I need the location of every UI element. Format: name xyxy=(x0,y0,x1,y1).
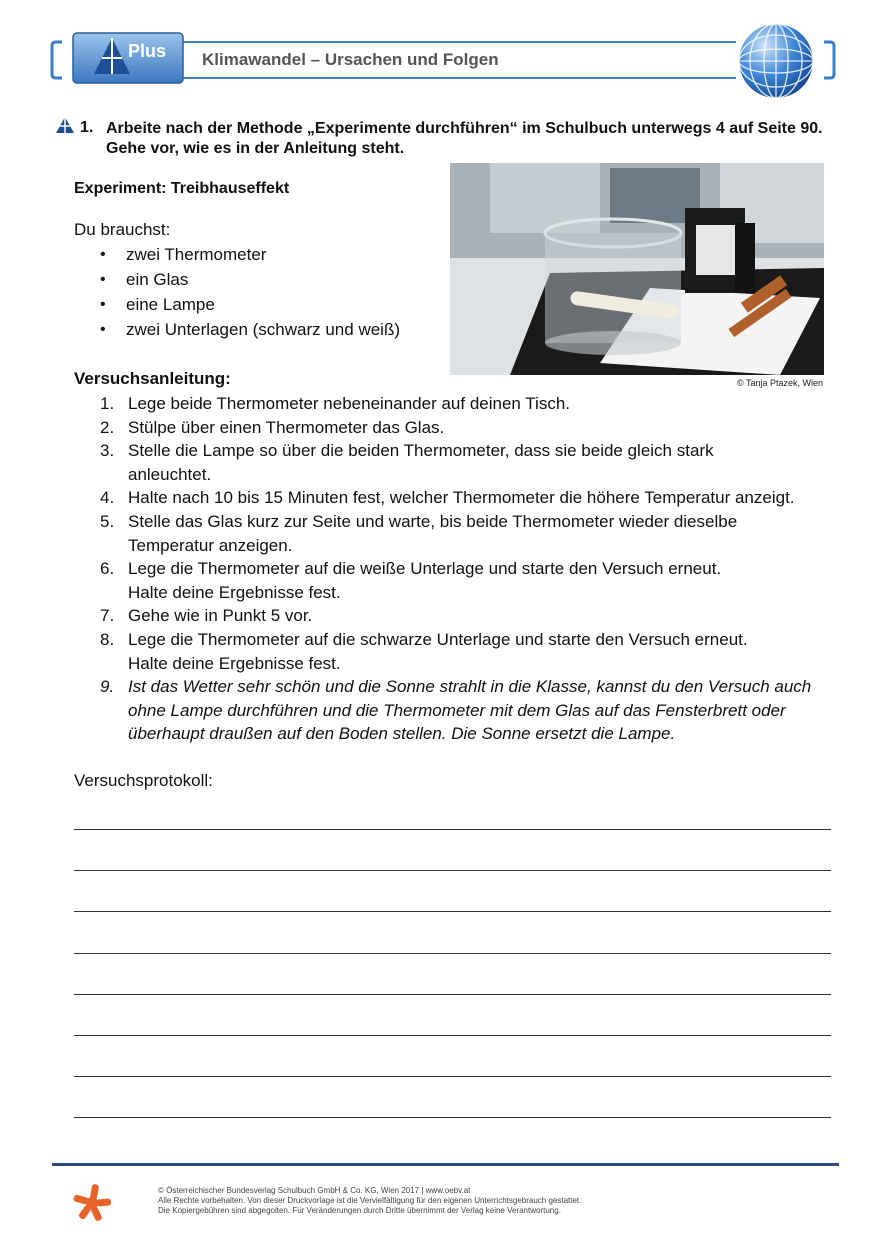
list-item: • eine Lampe xyxy=(100,294,400,319)
footer-line: © Österreichischer Bundesverlag Schulbuch GmbH & Co. KG, Wien 2017 | www.oebv.at xyxy=(158,1186,471,1195)
writing-line[interactable] xyxy=(74,1076,831,1077)
protocol-heading: Versuchsprotokoll: xyxy=(74,771,213,790)
list-item: • ein Glas xyxy=(100,269,400,294)
materials-list xyxy=(100,244,400,344)
list-item: 7. Gehe wie in Punkt 5 vor. xyxy=(100,606,313,626)
page-title: Klimawandel – Ursachen und Folgen xyxy=(202,50,499,69)
list-item: 1. Lege beide Thermometer nebeneinander auf deinen Tisch. xyxy=(100,394,570,413)
experiment-photo xyxy=(450,163,824,375)
footer-divider xyxy=(52,1163,839,1166)
list-item: 4. Halte nach 10 bis 15 Minuten fest, welcher Thermometer die höhere Temperatur anzeigt. xyxy=(100,488,795,508)
instructions-heading: Versuchsanleitung: xyxy=(74,369,231,388)
task-number: 1. xyxy=(80,119,94,136)
footer-line: Die Kopiergebühren sind abgegolten. Für Veränderungen durch Dritte übernimmt der Verlag keine Verantwortung. xyxy=(158,1206,561,1215)
footer-line: Alle Rechte vorbehalten. Von dieser Druckvorlage ist die Vervielfältigung für den eigenen Unterrichtsgebrauch gestattet. xyxy=(158,1196,582,1205)
footer-text xyxy=(158,1186,581,1216)
task-text: Arbeite nach der Methode „Experimente durchführen“ im Schulbuch unterwegs 4 auf Seite 90. Gehe vor, wie es in der Anleitung steht. xyxy=(106,120,823,157)
list-item: • zwei Unterlagen (schwarz und weiß) xyxy=(100,319,400,344)
materials-heading: Du brauchst: xyxy=(74,220,171,239)
list-item: 5. Stelle das Glas kurz zur Seite und warte, bis beide Thermometer wieder dieselbe Temperatur anzeigen. xyxy=(100,511,738,555)
globe-icon xyxy=(736,22,816,100)
list-item: 3. Stelle die Lampe so über die beiden Thermometer, dass sie beide gleich stark anleuchtet. xyxy=(100,441,714,484)
list-item: 9. Ist das Wetter sehr schön und die Sonne strahlt in die Klasse, kannst du den Versuch auch ohne Lampe durchführen und die Thermometer mit dem Glas auf das Fensterbrett oder überhaupt draußen auf den Boden stellen. Die Sonne ersetzt die Lampe. xyxy=(100,677,812,744)
writing-line[interactable] xyxy=(74,1117,831,1118)
logo-text: Plus xyxy=(128,41,167,61)
writing-line[interactable] xyxy=(74,994,831,995)
writing-line[interactable] xyxy=(74,911,831,912)
writing-line[interactable] xyxy=(74,870,831,871)
list-item: 2. Stülpe über einen Thermometer das Glas. xyxy=(100,417,445,437)
task-level-icon xyxy=(55,116,75,134)
writing-line[interactable] xyxy=(74,953,831,954)
list-item: 8. Lege die Thermometer auf die schwarze Unterlage und starte den Versuch erneut. Halte deine Ergebnisse fest. xyxy=(100,629,748,673)
writing-line[interactable] xyxy=(74,1035,831,1036)
photo-credit: © Tanja Ptazek, Wien xyxy=(736,378,823,388)
list-item: • zwei Thermometer xyxy=(100,244,400,269)
list-item: 6. Lege die Thermometer auf die weiße Unterlage und starte den Versuch erneut. Halte deine Ergebnisse fest. xyxy=(100,559,722,602)
publisher-logo-icon xyxy=(72,1183,112,1223)
writing-line[interactable] xyxy=(74,829,831,830)
experiment-title: Experiment: Treibhauseffekt xyxy=(74,180,290,197)
instructions-list xyxy=(100,392,840,746)
